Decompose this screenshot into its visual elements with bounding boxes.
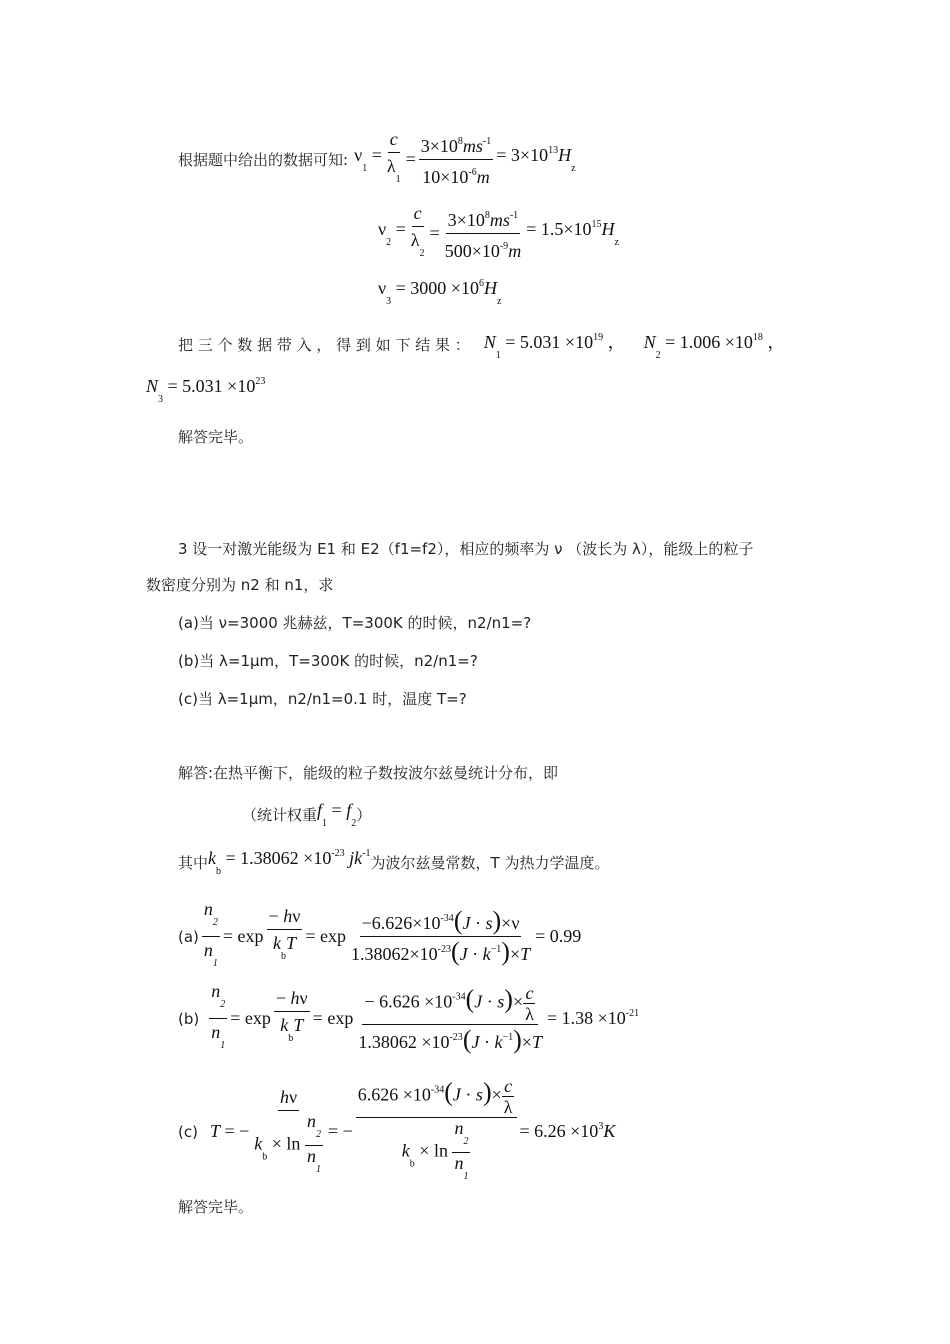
kb-line: 其中 $k_b = 1.38062 \times 10^{-23}$ $jk^{-1}$ 为波尔兹曼常数，T 为热力学温度。 (178, 848, 610, 877)
answer-intro: 解答:在热平衡下，能级的粒子数按波尔兹曼统计分布，即 (178, 764, 559, 782)
N3-result: $N_3 = 5.031 \times 10^{23}$ (146, 376, 266, 405)
equation-c: (c) T = − hν $k_b \times \ln$ $\frac{n_2}{n_1}$ = − $6.626 \times 10^{-34}(J \cdot s)\times$ $\frac{c}{\lambda}$ $k_b \times \ln$ $\frac{n_2}{n_1}$ = $6.26 \times 10^3K$ (178, 1076, 616, 1182)
nu2-equation: $\nu_2$ = $\frac{c}{\lambda_2}$ = $\frac{3\times 10^8ms^{-1}}{500\times 10^{-9}m}$ = $1.5\times 10^{15}H_z$ (378, 203, 619, 261)
q3-line-1: 3 设一对激光能级为 E1 和 E2（f1=f2），相应的频率为 ν （波长为 λ），能级上的粒子 (178, 540, 754, 558)
substitute-results: 把 三 个 数 据 带 入 ， 得 到 如 下 结 果 ： $N_1 = 5.031 \times 10^{19}$ ， $N_2 = 1.006 \times 10^{18}$ ， (178, 332, 786, 361)
done-text-2: 解答完毕。 (178, 1198, 254, 1216)
intro-label: 根据题中给出的数据可知: (178, 151, 349, 169)
q3-b: (b)当 λ=1μm，T=300K 的时候，n2/n1=? (178, 652, 478, 670)
nu1-equation: 根据题中给出的数据可知: $\nu_1$ = $\frac{c}{\lambda_1}$ = $\frac{3\times 10^8ms^{-1}}{10\times 10^{-6}m}$ = $3\times 10^{13}H_z$ (178, 129, 576, 187)
q3-c: (c)当 λ=1μm，n2/n1=0.1 时，温度 T=? (178, 690, 467, 708)
equation-a: (a) $\frac{n_2}{n_1}$ = exp $\frac{- h\nu}{k_bT}$ = exp $\frac{-6.626\times 10^{-34}(J \cdot s)\times\nu}{1.38062\times 10^{-23}(J \cdot k^{-1})\times T}$ = 0.99 (178, 899, 582, 969)
equation-b: (b) $\frac{n_2}{n_1}$ = exp $\frac{- h\nu}{k_bT}$ = exp − $6.626 \times 10^{-34}(J \cdot s)\times$ $\frac{c}{\lambda}$ $1.38062 \times 10^{-23}(J \cdot k^{-1})\times T$ = $1.38 \times 10^{-21}$ (178, 981, 640, 1054)
q3-a: (a)当 ν=3000 兆赫兹，T=300K 的时候，n2/n1=? (178, 614, 532, 632)
weight-line: （统计权重 $f_1 = f_2$ ） (242, 800, 372, 829)
q3-line-2: 数密度分别为 n2 和 n1，求 (146, 576, 334, 594)
nu3-equation: $\nu_3 = 3000 \times 10^6H_z$ (378, 278, 502, 307)
done-text-1: 解答完毕。 (178, 428, 254, 446)
